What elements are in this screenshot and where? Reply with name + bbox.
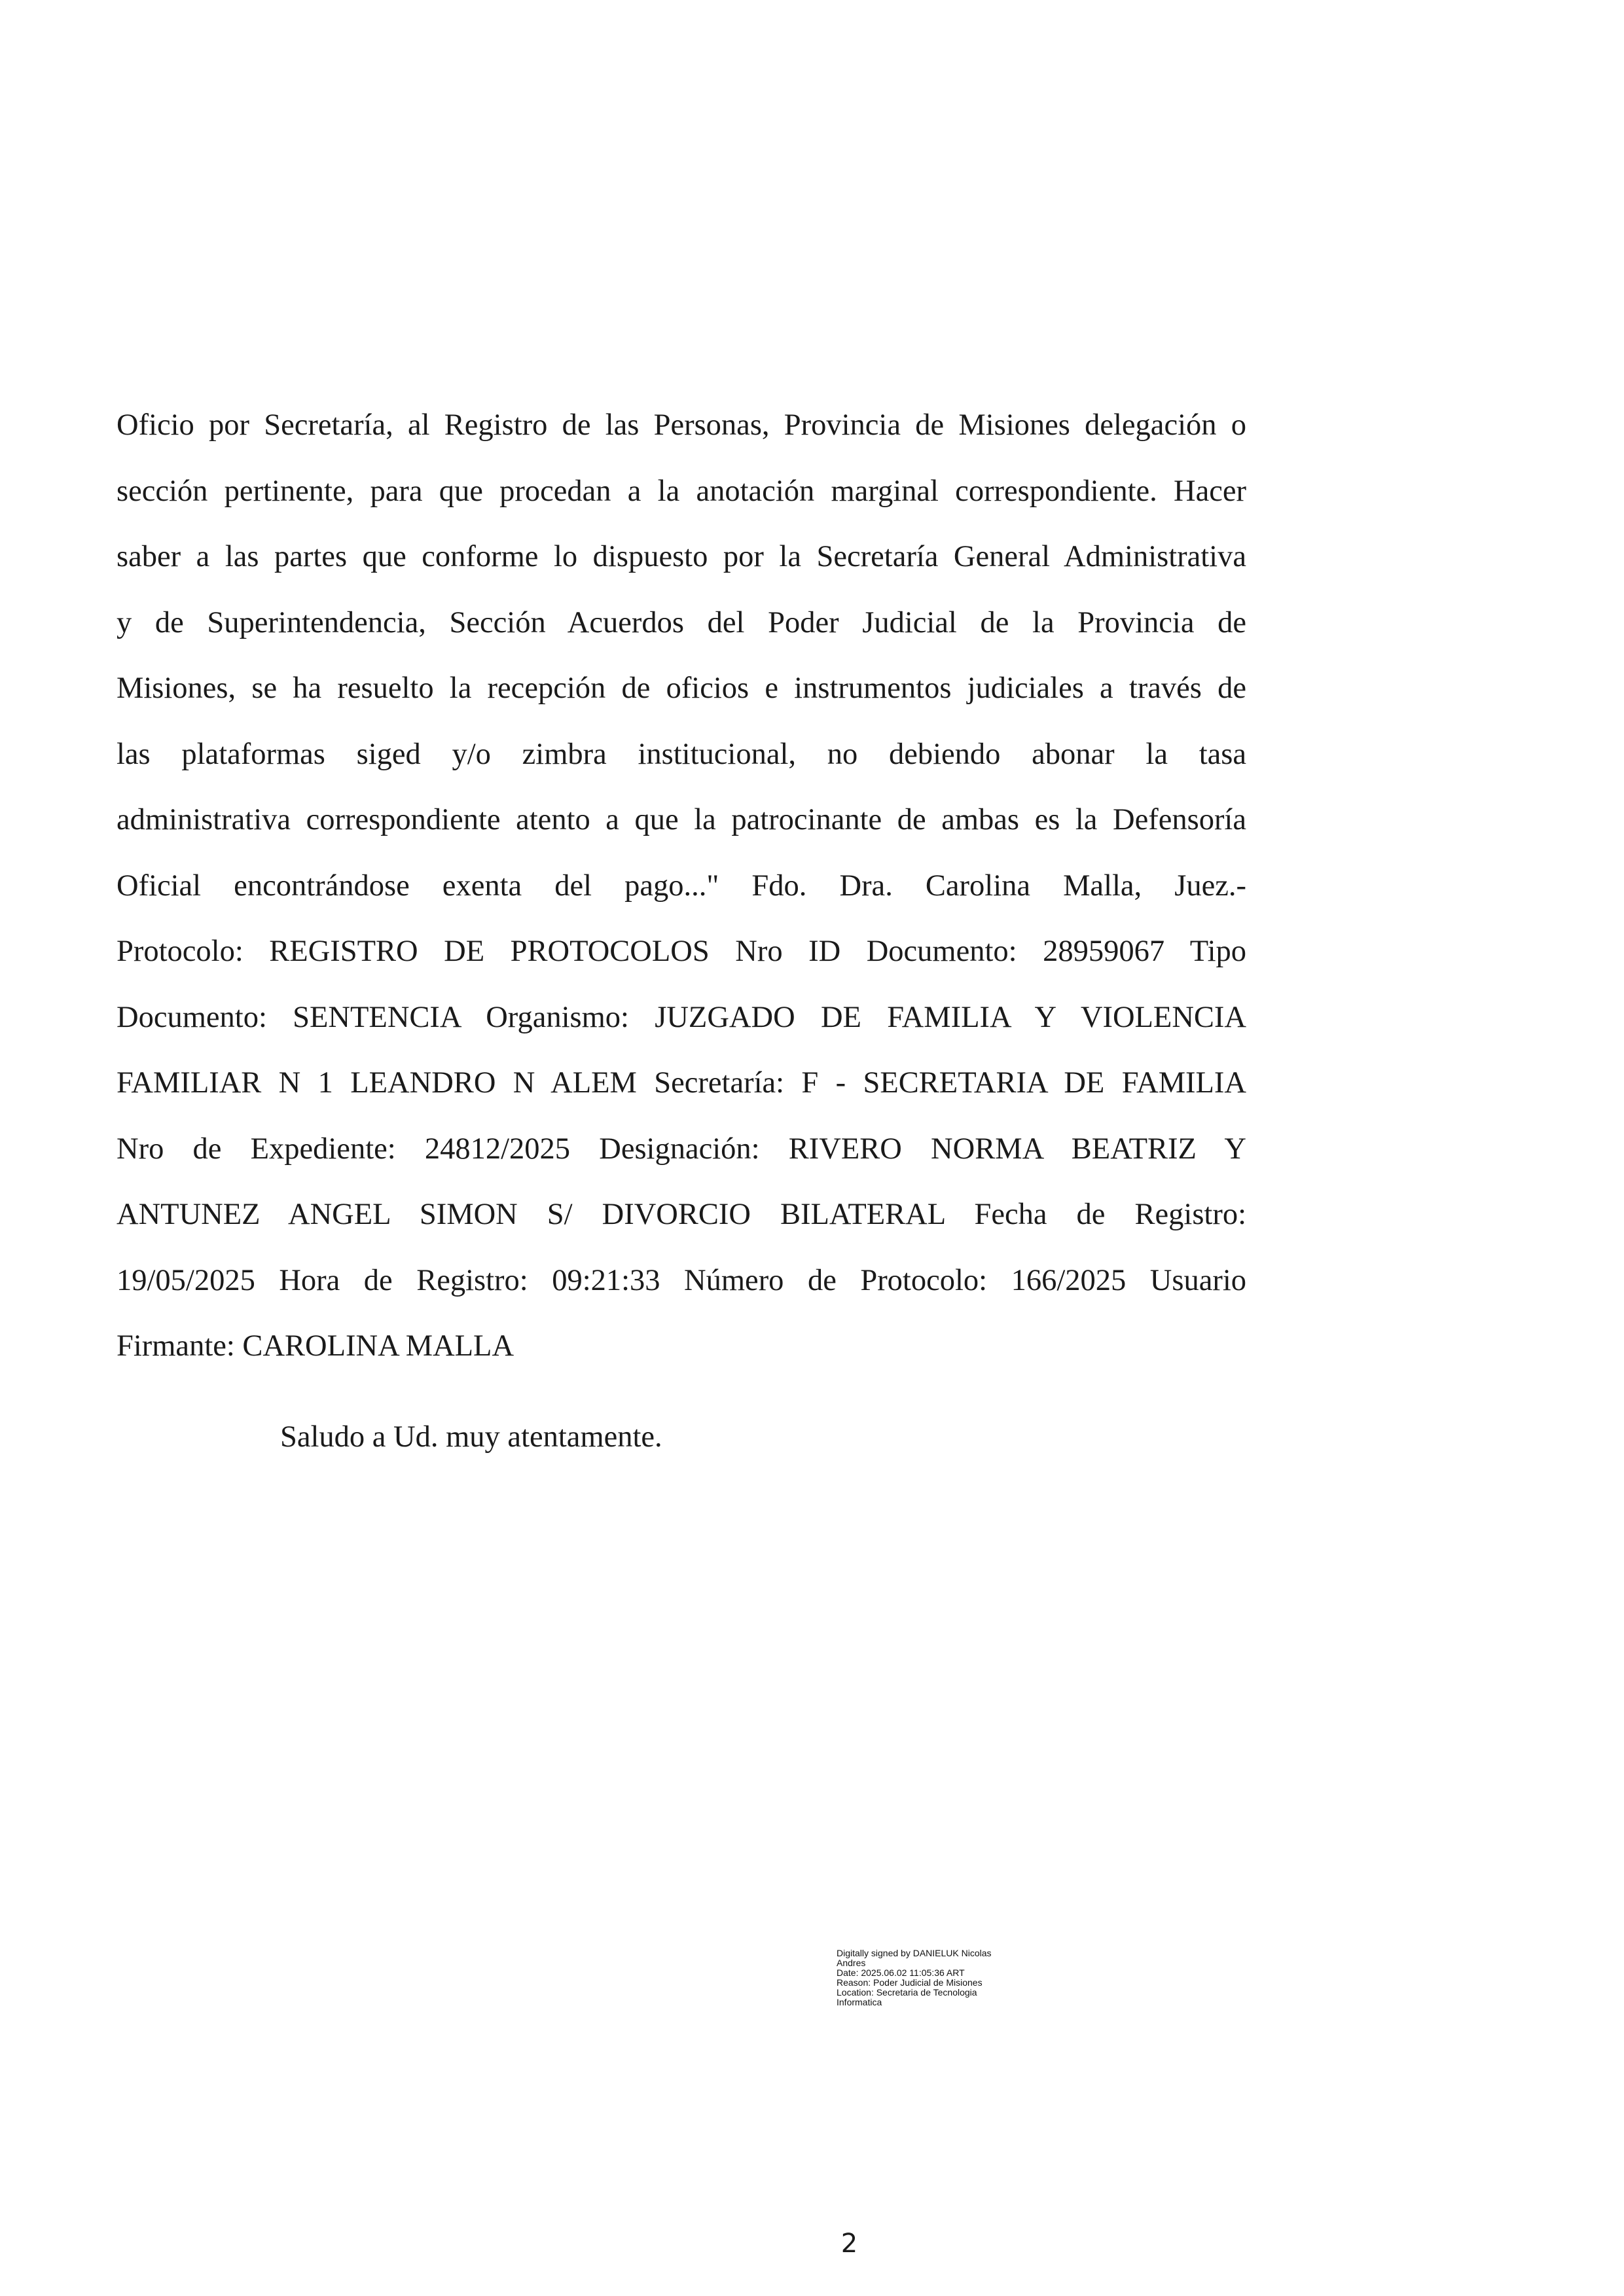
page-number: 2 (840, 2229, 858, 2259)
body-line: FAMILIAR N 1 LEANDRO N ALEM Secretaría: F - SECRETARIA DE FAMILIA (117, 1066, 1246, 1100)
body-line: las plataformas siged y/o zimbra institucional, no debiendo abonar la tasa (117, 737, 1246, 771)
body-line: Oficio por Secretaría, al Registro de las Personas, Provincia de Misiones delegación o (117, 408, 1246, 442)
signature-line: Reason: Poder Judicial de Misiones (837, 1977, 983, 1988)
closing-salutation: Saludo a Ud. muy atentamente. (280, 1420, 662, 1454)
body-line: saber a las partes que conforme lo dispuesto por la Secretaría General Administrativa (117, 540, 1246, 573)
body-line: sección pertinente, para que procedan a la anotación marginal correspondiente. Hacer (117, 474, 1246, 508)
body-line: Protocolo: REGISTRO DE PROTOCOLOS Nro ID Documento: 28959067 Tipo (117, 935, 1246, 968)
signature-line: Date: 2025.06.02 11:05:36 ART (837, 1967, 965, 1978)
body-line: ANTUNEZ ANGEL SIMON S/ DIVORCIO BILATERAL Fecha de Registro: (117, 1198, 1246, 1231)
body-line: Documento: SENTENCIA Organismo: JUZGADO DE FAMILIA Y VIOLENCIA (117, 1000, 1246, 1034)
signature-line: Informatica (837, 1997, 882, 2007)
digital-signature-stamp (837, 1948, 1059, 2007)
signature-line: Andres (837, 1958, 866, 1968)
body-line: y de Superintendencia, Sección Acuerdos del Poder Judicial de la Provincia de (117, 605, 1246, 639)
body-line: Firmante: CAROLINA MALLA (117, 1329, 514, 1363)
body-line: Misiones, se ha resuelto la recepción de oficios e instrumentos judiciales a través de (117, 672, 1246, 705)
body-line: 19/05/2025 Hora de Registro: 09:21:33 Número de Protocolo: 166/2025 Usuario (117, 1263, 1246, 1297)
body-line: Oficial encontrándose exenta del pago..." Fdo. Dra. Carolina Malla, Juez.- (117, 869, 1246, 903)
signature-line: Location: Secretaria de Tecnologia (837, 1987, 977, 1998)
body-line: administrativa correspondiente atento a que la patrocinante de ambas es la Defensoría (117, 803, 1246, 836)
body-line: Nro de Expediente: 24812/2025 Designación: RIVERO NORMA BEATRIZ Y (117, 1132, 1246, 1166)
body-paragraph (117, 393, 1246, 1380)
signature-line: Digitally signed by DANIELUK Nicolas (837, 1948, 992, 1958)
